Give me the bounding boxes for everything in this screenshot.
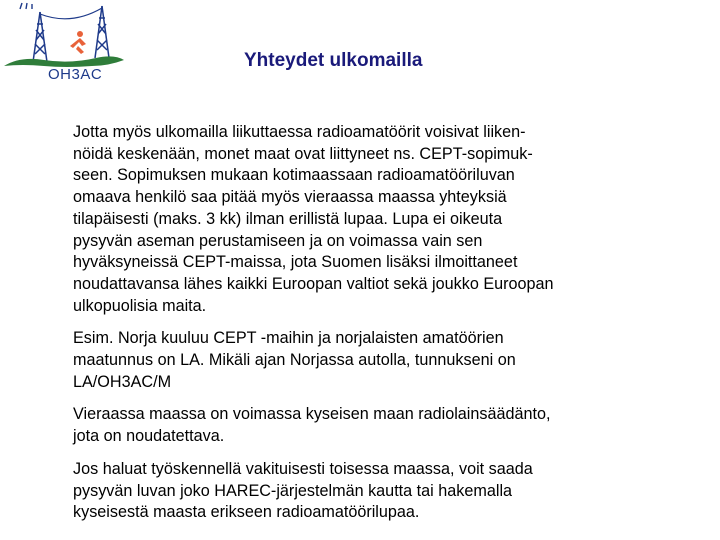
text-line: pysyvän luvan joko HAREC-järjestelmän kautta tai hakemalla	[73, 481, 513, 500]
slide-title: Yhteydet ulkomailla	[244, 50, 423, 71]
paragraph-harec	[73, 459, 673, 524]
paragraph-norway-example	[73, 328, 673, 393]
logo-callsign: OH3AC	[48, 66, 103, 83]
text-line: maatunnus on LA. Mikäli ajan Norjassa autolla, tunnukseni on	[73, 351, 516, 370]
text-line: LA/OH3AC/M	[73, 372, 172, 391]
text-line: jota on noudatettava.	[73, 427, 225, 446]
text-line: ulkopuolisia maita.	[73, 296, 207, 315]
paragraph-local-law	[73, 404, 673, 447]
text-line: tilapäisesti (maks. 3 kk) ilman erillistä lupaa. Lupa ei oikeuta	[73, 209, 503, 228]
text-line: Jotta myös ulkomailla liikuttaessa radioamatöörit voisivat liiken-	[73, 123, 526, 141]
text-line: Vieraassa maassa on voimassa kyseisen maan radiolainsäädänto,	[73, 405, 551, 424]
text-line: noudattavansa lähes kaikki Euroopan valtiot sekä joukko Euroopan	[73, 274, 554, 293]
text-line: seen. Sopimuksen mukaan kotimaassaan radioamatööriluvan	[73, 166, 515, 185]
text-line: omaava henkilö saa pitää myös vieraassa maassa yhteyksiä	[73, 188, 507, 207]
text-line: pysyvän aseman perustamiseen ja on voimassa vain sen	[73, 231, 483, 250]
text-line: nöidä keskenään, monet maat ovat liittyneet ns. CEPT-sopimuk-	[73, 144, 533, 163]
text-line: kyseisestä maasta erikseen radioamatöörilupaa.	[73, 503, 420, 522]
paragraph-cept	[73, 122, 673, 317]
text-line: Jos haluat työskennellä vakituisesti toisessa maassa, voit saada	[73, 459, 533, 478]
club-logo	[0, 0, 130, 95]
slide-body	[73, 122, 673, 535]
text-line: Esim. Norja kuuluu CEPT -maihin ja norjalaisten amatöörien	[73, 329, 504, 348]
text-line: hyväksyneissä CEPT-maissa, jota Suomen lisäksi ilmoittaneet	[73, 253, 518, 272]
